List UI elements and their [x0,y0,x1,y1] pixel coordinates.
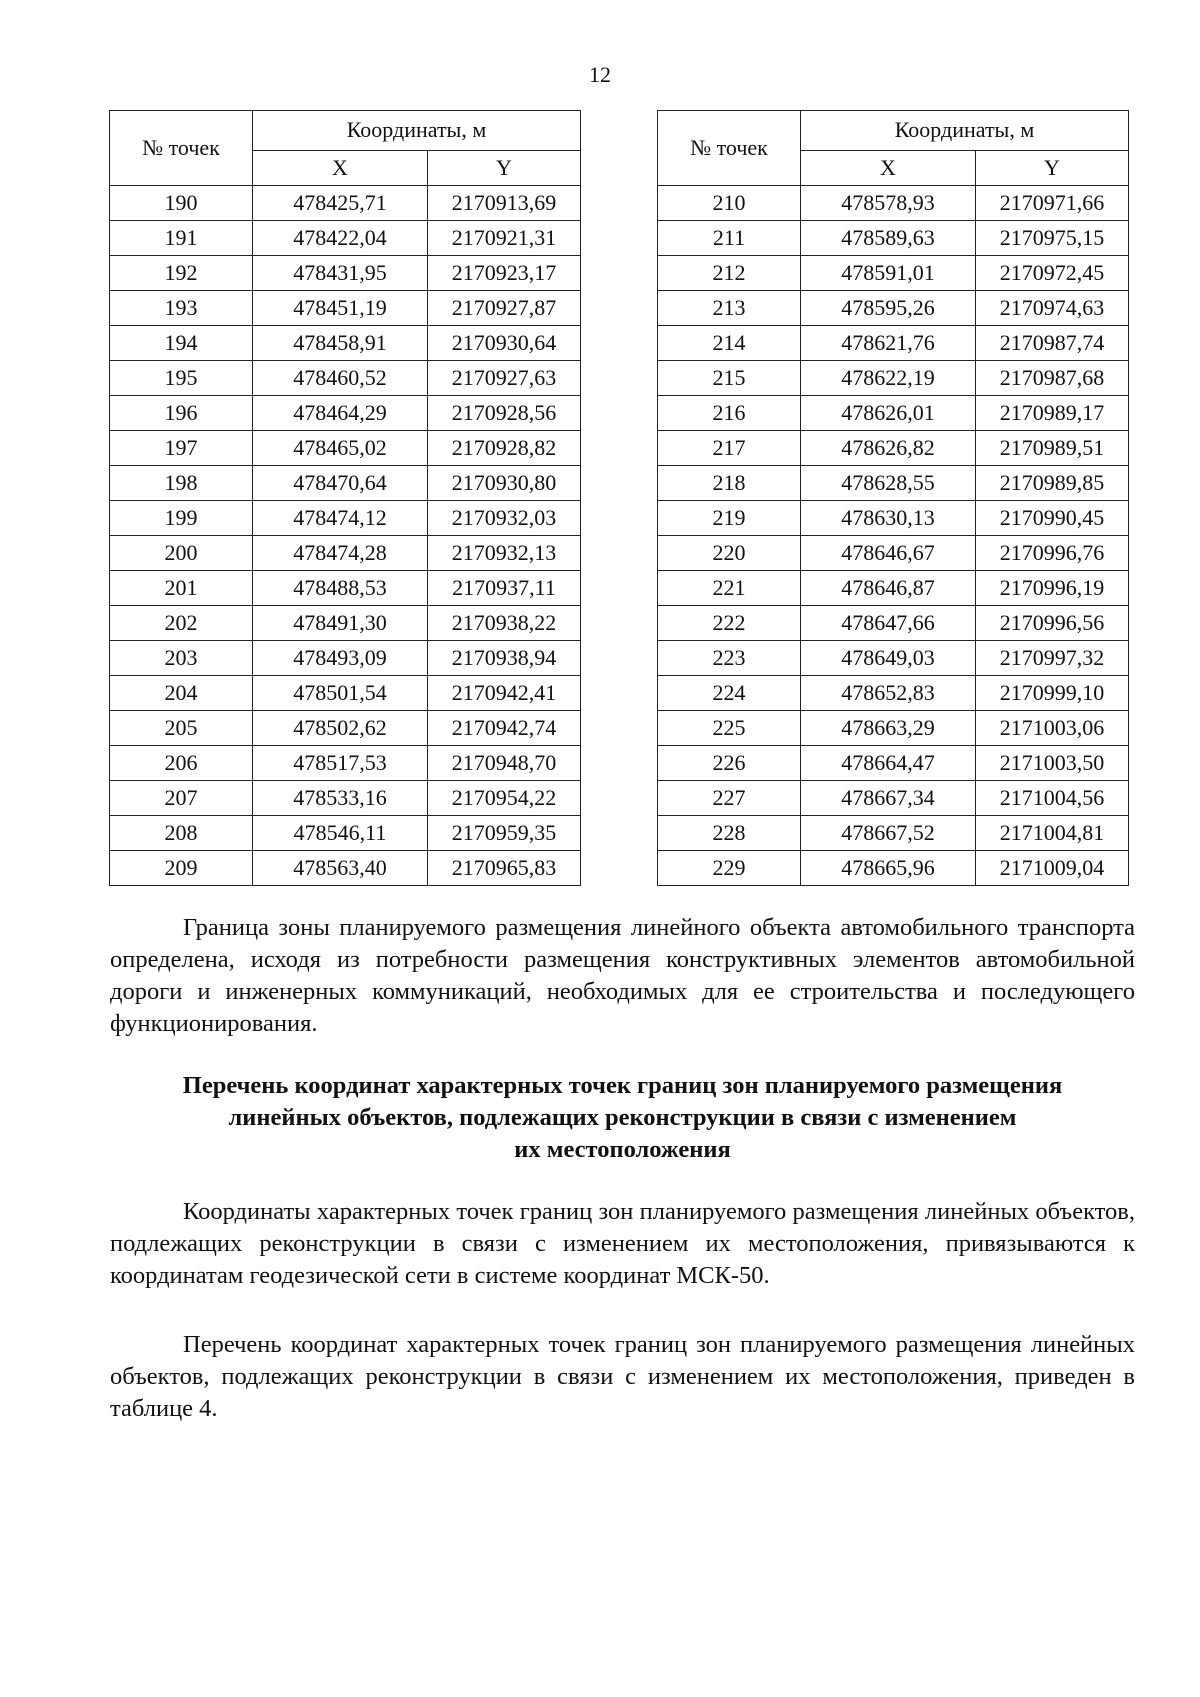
table-row [110,781,581,816]
point-number-cell: 226 [658,746,801,781]
point-number-cell: 227 [658,781,801,816]
y-coordinate-cell: 2170989,85 [976,466,1129,501]
x-coordinate-cell: 478460,52 [253,361,428,396]
y-coordinate-cell: 2170999,10 [976,676,1129,711]
table-row [110,326,581,361]
point-number-cell: 220 [658,536,801,571]
y-coordinate-cell: 2170996,76 [976,536,1129,571]
header-coordinates: Координаты, м [253,111,581,151]
x-coordinate-cell: 478626,82 [801,431,976,466]
point-number-cell: 208 [110,816,253,851]
x-coordinate-cell: 478425,71 [253,186,428,221]
table-row [658,501,1129,536]
table-row [110,501,581,536]
x-coordinate-cell: 478458,91 [253,326,428,361]
point-number-cell: 195 [110,361,253,396]
y-coordinate-cell: 2170932,03 [428,501,581,536]
x-coordinate-cell: 478621,76 [801,326,976,361]
table-row [658,466,1129,501]
x-coordinate-cell: 478591,01 [801,256,976,291]
table-row [658,606,1129,641]
y-coordinate-cell: 2170938,94 [428,641,581,676]
header-point-number: № точек [110,111,253,186]
point-number-cell: 202 [110,606,253,641]
table-row [658,676,1129,711]
point-number-cell: 192 [110,256,253,291]
y-coordinate-cell: 2170996,19 [976,571,1129,606]
y-coordinate-cell: 2170996,56 [976,606,1129,641]
x-coordinate-cell: 478546,11 [253,816,428,851]
point-number-cell: 209 [110,851,253,886]
y-coordinate-cell: 2170938,22 [428,606,581,641]
x-coordinate-cell: 478646,67 [801,536,976,571]
point-number-cell: 221 [658,571,801,606]
point-number-cell: 191 [110,221,253,256]
header-x: X [801,150,976,185]
section-heading [110,1070,1135,1166]
y-coordinate-cell: 2170913,69 [428,186,581,221]
x-coordinate-cell: 478663,29 [801,711,976,746]
point-number-cell: 213 [658,291,801,326]
y-coordinate-cell: 2170930,80 [428,466,581,501]
x-coordinate-cell: 478501,54 [253,676,428,711]
paragraph-table-reference [110,1329,1135,1425]
y-coordinate-cell: 2170971,66 [976,186,1129,221]
table-row [110,221,581,256]
table-row [658,851,1129,886]
y-coordinate-cell: 2170989,17 [976,396,1129,431]
x-coordinate-cell: 478589,63 [801,221,976,256]
y-coordinate-cell: 2170959,35 [428,816,581,851]
table-row [658,291,1129,326]
point-number-cell: 201 [110,571,253,606]
table-row [658,186,1129,221]
y-coordinate-cell: 2171003,06 [976,711,1129,746]
table-row [110,186,581,221]
table-row [658,431,1129,466]
point-number-cell: 205 [110,711,253,746]
table-row [110,571,581,606]
header-y: Y [428,150,581,185]
y-coordinate-cell: 2170942,41 [428,676,581,711]
y-coordinate-cell: 2170942,74 [428,711,581,746]
point-number-cell: 203 [110,641,253,676]
y-coordinate-cell: 2170965,83 [428,851,581,886]
point-number-cell: 217 [658,431,801,466]
point-number-cell: 204 [110,676,253,711]
x-coordinate-cell: 478517,53 [253,746,428,781]
point-number-cell: 194 [110,326,253,361]
point-number-cell: 199 [110,501,253,536]
header-coordinates: Координаты, м [801,111,1129,151]
table-row [658,746,1129,781]
x-coordinate-cell: 478474,28 [253,536,428,571]
y-coordinate-cell: 2170921,31 [428,221,581,256]
point-number-cell: 218 [658,466,801,501]
table-row [110,291,581,326]
x-coordinate-cell: 478626,01 [801,396,976,431]
point-number-cell: 215 [658,361,801,396]
y-coordinate-cell: 2171004,81 [976,816,1129,851]
table-row [658,816,1129,851]
y-coordinate-cell: 2170990,45 [976,501,1129,536]
paragraph-coordinates-system [110,1196,1135,1292]
y-coordinate-cell: 2170927,63 [428,361,581,396]
x-coordinate-cell: 478630,13 [801,501,976,536]
point-number-cell: 190 [110,186,253,221]
x-coordinate-cell: 478667,34 [801,781,976,816]
x-coordinate-cell: 478622,19 [801,361,976,396]
point-number-cell: 219 [658,501,801,536]
x-coordinate-cell: 478470,64 [253,466,428,501]
x-coordinate-cell: 478578,93 [801,186,976,221]
table-row [110,606,581,641]
x-coordinate-cell: 478647,66 [801,606,976,641]
x-coordinate-cell: 478664,47 [801,746,976,781]
table-row [658,536,1129,571]
table-row [110,466,581,501]
y-coordinate-cell: 2170974,63 [976,291,1129,326]
x-coordinate-cell: 478465,02 [253,431,428,466]
x-coordinate-cell: 478646,87 [801,571,976,606]
paragraph-1-text: Граница зоны планируемого размещения линейного объекта автомобильного транспорта определена, исходя из потребности размещения конструктивных элементов автомобильной дороги и инженерных коммуникаций, необходимых для ее строительства и последующего функционирования. [110,914,1135,1037]
heading-line-2: линейных объектов, подлежащих реконструкции в связи с изменением [228,1104,1017,1131]
x-coordinate-cell: 478491,30 [253,606,428,641]
x-coordinate-cell: 478488,53 [253,571,428,606]
point-number-cell: 216 [658,396,801,431]
point-number-cell: 193 [110,291,253,326]
paragraph-boundary-definition [110,912,1135,1040]
x-coordinate-cell: 478667,52 [801,816,976,851]
y-coordinate-cell: 2170989,51 [976,431,1129,466]
x-coordinate-cell: 478451,19 [253,291,428,326]
y-coordinate-cell: 2170928,82 [428,431,581,466]
point-number-cell: 206 [110,746,253,781]
point-number-cell: 214 [658,326,801,361]
x-coordinate-cell: 478533,16 [253,781,428,816]
page-number: 12 [589,62,611,87]
table-row [110,361,581,396]
y-coordinate-cell: 2170975,15 [976,221,1129,256]
point-number-cell: 225 [658,711,801,746]
table-body-right [658,186,1129,886]
coordinates-table-right [657,110,1129,886]
y-coordinate-cell: 2170927,87 [428,291,581,326]
x-coordinate-cell: 478595,26 [801,291,976,326]
y-coordinate-cell: 2171003,50 [976,746,1129,781]
x-coordinate-cell: 478464,29 [253,396,428,431]
table-row [110,396,581,431]
x-coordinate-cell: 478652,83 [801,676,976,711]
heading-line-3: их местоположения [514,1136,731,1163]
x-coordinate-cell: 478474,12 [253,501,428,536]
point-number-cell: 212 [658,256,801,291]
table-row [110,256,581,291]
header-x: X [253,150,428,185]
table-row [658,256,1129,291]
heading-line-1: Перечень координат характерных точек границ зон планируемого размещения [182,1072,1063,1099]
table-row [110,431,581,466]
point-number-cell: 223 [658,641,801,676]
point-number-cell: 200 [110,536,253,571]
y-coordinate-cell: 2170972,45 [976,256,1129,291]
table-row [110,711,581,746]
x-coordinate-cell: 478628,55 [801,466,976,501]
y-coordinate-cell: 2170930,64 [428,326,581,361]
coordinates-table-left [109,110,581,886]
point-number-cell: 207 [110,781,253,816]
point-number-cell: 198 [110,466,253,501]
paragraph-3-text: Перечень координат характерных точек границ зон планируемого размещения линейных объектов, подлежащих реконструкции в связи с изменением их местоположения, приведен в таблице 4. [110,1331,1135,1422]
x-coordinate-cell: 478422,04 [253,221,428,256]
point-number-cell: 197 [110,431,253,466]
table-row [110,851,581,886]
table-row [110,746,581,781]
x-coordinate-cell: 478649,03 [801,641,976,676]
y-coordinate-cell: 2170954,22 [428,781,581,816]
y-coordinate-cell: 2170932,13 [428,536,581,571]
table-row [658,221,1129,256]
y-coordinate-cell: 2170923,17 [428,256,581,291]
x-coordinate-cell: 478431,95 [253,256,428,291]
y-coordinate-cell: 2170928,56 [428,396,581,431]
point-number-cell: 222 [658,606,801,641]
table-row [658,781,1129,816]
x-coordinate-cell: 478563,40 [253,851,428,886]
x-coordinate-cell: 478502,62 [253,711,428,746]
table-row [658,711,1129,746]
table-row [658,361,1129,396]
y-coordinate-cell: 2170937,11 [428,571,581,606]
point-number-cell: 210 [658,186,801,221]
table-row [658,396,1129,431]
table-row [110,676,581,711]
x-coordinate-cell: 478665,96 [801,851,976,886]
header-point-number: № точек [658,111,801,186]
point-number-cell: 224 [658,676,801,711]
table-row [658,641,1129,676]
y-coordinate-cell: 2170987,74 [976,326,1129,361]
y-coordinate-cell: 2170987,68 [976,361,1129,396]
table-row [110,641,581,676]
y-coordinate-cell: 2171009,04 [976,851,1129,886]
y-coordinate-cell: 2170948,70 [428,746,581,781]
x-coordinate-cell: 478493,09 [253,641,428,676]
table-row [658,326,1129,361]
point-number-cell: 211 [658,221,801,256]
paragraph-2-text: Координаты характерных точек границ зон планируемого размещения линейных объектов, подлежащих реконструкции в связи с изменением их местоположения, привязываются к координатам геодезической сети в системе координат МСК-50. [110,1198,1135,1289]
table-row [110,816,581,851]
table-body-left [110,186,581,886]
point-number-cell: 228 [658,816,801,851]
table-row [658,571,1129,606]
header-y: Y [976,150,1129,185]
table-row [110,536,581,571]
y-coordinate-cell: 2170997,32 [976,641,1129,676]
point-number-cell: 229 [658,851,801,886]
y-coordinate-cell: 2171004,56 [976,781,1129,816]
point-number-cell: 196 [110,396,253,431]
